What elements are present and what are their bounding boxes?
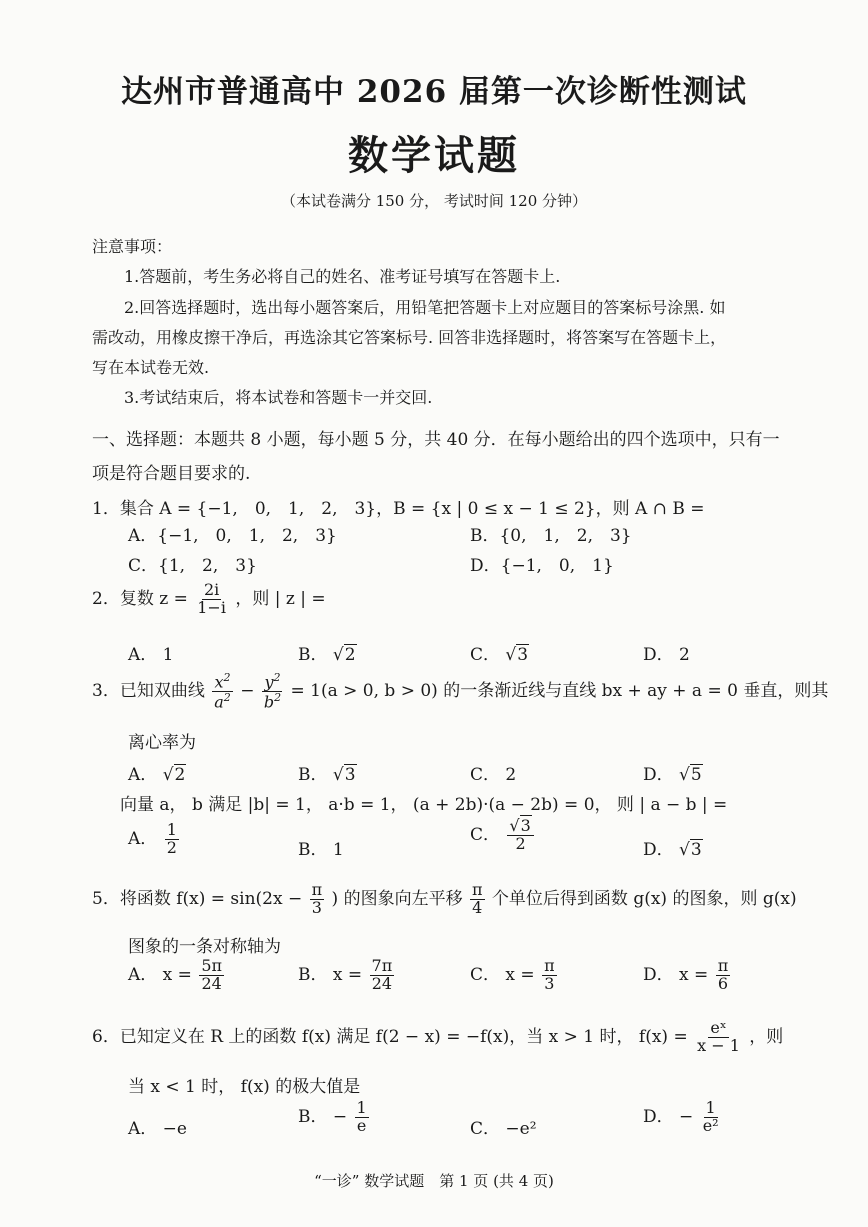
exam-title: 达州市普通高中 2026 届第一次诊断性测试	[121, 74, 747, 110]
fraction-denominator: 3	[544, 973, 555, 993]
fraction-denominator: 3	[311, 897, 322, 917]
fraction-denominator: 1−i	[197, 597, 226, 617]
sqrt-symbol: √2	[162, 765, 186, 785]
question-2-suffix: ，则 | z | =	[235, 588, 326, 609]
question-6-option-a: A． −e	[128, 1119, 187, 1139]
sqrt-symbol: √3	[509, 816, 531, 835]
option-label: C．	[470, 824, 501, 845]
fraction-numerator: eˣ	[710, 1018, 727, 1037]
question-1-stem: 1．集合 A = {−1, 0, 1, 2, 3}，B = {x | 0 ≤ x − 1 ≤ 2}，则 A ∩ B =	[92, 499, 705, 519]
fraction-denominator: 24	[371, 973, 393, 993]
question-6-stem	[92, 1020, 783, 1055]
note-item-2-line3: 写在本试卷无效.	[92, 358, 210, 377]
question-5-part1: 5．将函数 f(x) = sin(2x −	[92, 888, 303, 909]
radicand: 5	[690, 765, 702, 785]
radicand: 3	[517, 645, 529, 665]
option-fraction	[199, 958, 224, 993]
section-instructions-line2: 项是符合题目要求的.	[92, 464, 251, 484]
question-6-line2: 当 x < 1 时， f(x) 的极大值是	[128, 1077, 361, 1097]
section-instructions-line1: 一、选择题：本题共 8 小题，每小题 5 分，共 40 分．在每小题给出的四个选项中，只有一	[92, 430, 780, 450]
notes-heading: 注意事项：	[92, 237, 173, 256]
option-fraction	[355, 1100, 369, 1135]
question-5-option-a	[128, 958, 226, 993]
note-item-3: 3.考试结束后，将本试卷和答题卡一并交回.	[124, 388, 433, 407]
fraction-numerator: 5π	[201, 956, 223, 975]
option-label: B． x =	[298, 964, 363, 985]
question-4-stem: 向量 a， b 满足 |b| = 1， a·b = 1， (a + 2b)·(a − 2b) = 0， 则 | a − b | =	[120, 795, 728, 815]
pi-over-4	[470, 882, 485, 917]
radicand: 3	[344, 765, 356, 785]
sqrt-symbol: √3	[332, 765, 356, 785]
question-2-stem	[92, 582, 326, 617]
option-label: D．	[643, 840, 674, 860]
note-item-1: 1.答题前，考生务必将自己的姓名、准考证号填写在答题卡上.	[124, 267, 561, 286]
option-label: C． x =	[470, 964, 535, 985]
option-fraction	[542, 958, 557, 993]
option-fraction	[716, 958, 731, 993]
question-3-option-b	[298, 760, 357, 785]
question-1-option-c: C．{1, 2, 3}	[128, 556, 257, 576]
option-label: D． x =	[643, 964, 709, 985]
question-6-option-c: C． −e²	[470, 1119, 537, 1139]
exam-info: （本试卷满分 150 分， 考试时间 120 分钟）	[280, 192, 588, 210]
sqrt-symbol: √5	[679, 765, 702, 785]
radicand: 2	[344, 645, 356, 665]
option-fraction	[507, 818, 533, 853]
option-label: B．	[298, 645, 328, 665]
question-1-option-d: D．{−1, 0, 1}	[470, 556, 614, 576]
question-6-option-b	[298, 1100, 371, 1135]
fraction-denominator: 2	[166, 837, 177, 857]
fraction-numerator: 1	[705, 1098, 716, 1117]
question-3-option-c: C． 2	[470, 765, 517, 785]
option-label: C．	[470, 645, 501, 665]
fraction-numerator: 7π	[371, 956, 393, 975]
question-5-option-b	[298, 958, 396, 993]
fraction-denominator: e	[356, 1115, 367, 1135]
question-4-option-a	[128, 822, 181, 857]
minus-sign: −	[240, 681, 255, 702]
fraction-denominator: 4	[472, 897, 483, 917]
note-item-2-line2: 需改动，用橡皮擦干净后，再选涂其它答案标号. 回答非选择题时，将答案写在答题卡上，	[92, 328, 727, 347]
question-3-option-d	[643, 760, 703, 785]
fraction-denominator: x − 1	[697, 1035, 740, 1055]
radicand: 3	[520, 816, 531, 835]
fraction-denominator: $a^2$	[214, 691, 231, 712]
fraction-numerator: π	[311, 880, 323, 899]
question-4-option-d	[643, 835, 703, 860]
question-6-part1: 6．已知定义在 R 上的函数 f(x) 满足 f(2 − x) = −f(x)，当 x > 1 时， f(x) =	[92, 1026, 688, 1047]
page-footer: “一诊” 数学试题 第 1 页 (共 4 页)	[314, 1172, 554, 1190]
question-2-prefix: 2．复数 z =	[92, 588, 188, 609]
question-2-fraction	[195, 582, 228, 617]
question-2-option-a: A． 1	[128, 645, 174, 665]
question-3-stem	[92, 672, 828, 711]
option-fraction	[370, 958, 395, 993]
question-3-suffix: = 1(a > 0, b > 0) 的一条渐近线与直线 bx + ay + a = 0 垂直，则其	[290, 681, 829, 702]
option-label: A．	[128, 765, 158, 785]
option-label: D． −	[643, 1106, 694, 1127]
sqrt-symbol: √2	[332, 645, 356, 665]
note-item-2-line1: 2.回答选择题时，选出每小题答案后，用铅笔把答题卡上对应题目的答案标号涂黑. 如	[124, 298, 726, 317]
fraction-denominator: e²	[702, 1115, 719, 1135]
option-fraction	[165, 822, 179, 857]
fraction-denominator: 6	[717, 973, 729, 993]
subject-title: 数学试题	[348, 132, 520, 179]
option-label: A． x =	[128, 964, 192, 985]
question-6-part2: ，则	[749, 1026, 784, 1047]
question-4-option-b: B． 1	[298, 840, 344, 860]
fraction-numerator: 2i	[203, 580, 220, 599]
sqrt-symbol: √3	[679, 840, 702, 860]
question-5-part2: ) 的图象向左平移	[331, 888, 463, 909]
question-6-option-d	[643, 1100, 723, 1135]
fraction-numerator: π	[717, 956, 729, 975]
question-4-option-c	[470, 818, 536, 853]
question-2-option-b	[298, 640, 357, 665]
fraction-denominator: 24	[201, 973, 222, 993]
fraction-numerator: π	[544, 956, 555, 975]
option-label: A．	[128, 828, 158, 849]
question-5-line2: 图象的一条对称轴为	[128, 937, 281, 957]
question-5-part3: 个单位后得到函数 g(x) 的图象，则 g(x)	[491, 888, 797, 909]
hyperbola-x-term	[212, 672, 233, 711]
fraction-denominator: 2	[515, 833, 526, 853]
question-1-option-a: A．{−1, 0, 1, 2, 3}	[128, 526, 337, 546]
question-2-option-c	[470, 640, 529, 665]
fraction-numerator: 1	[356, 1098, 367, 1117]
question-5-option-d	[643, 958, 732, 993]
radicand: 3	[690, 840, 702, 860]
option-label: D．	[643, 765, 674, 785]
fraction-numerator: 1	[166, 820, 177, 839]
question-5-option-c	[470, 958, 559, 993]
option-label: B．	[298, 765, 328, 785]
fraction-numerator: $y^2$	[264, 671, 281, 692]
pi-over-3	[310, 882, 325, 917]
radicand: 2	[174, 765, 186, 785]
question-1-option-b: B．{0, 1, 2, 3}	[470, 526, 632, 546]
hyperbola-y-term	[262, 672, 283, 711]
option-label: B． −	[298, 1106, 348, 1127]
sqrt-symbol: √3	[505, 645, 529, 665]
fraction-numerator: $x^2$	[214, 671, 231, 692]
question-3-line2: 离心率为	[128, 733, 196, 753]
fraction-denominator: $b^2$	[263, 691, 282, 712]
question-2-option-d: D． 2	[643, 645, 690, 665]
question-6-fraction	[695, 1020, 742, 1055]
fraction-numerator: π	[472, 880, 483, 899]
option-fraction	[701, 1100, 721, 1135]
question-3-option-a	[128, 760, 186, 785]
question-5-stem	[92, 882, 797, 917]
question-3-prefix: 3．已知双曲线	[92, 681, 205, 702]
